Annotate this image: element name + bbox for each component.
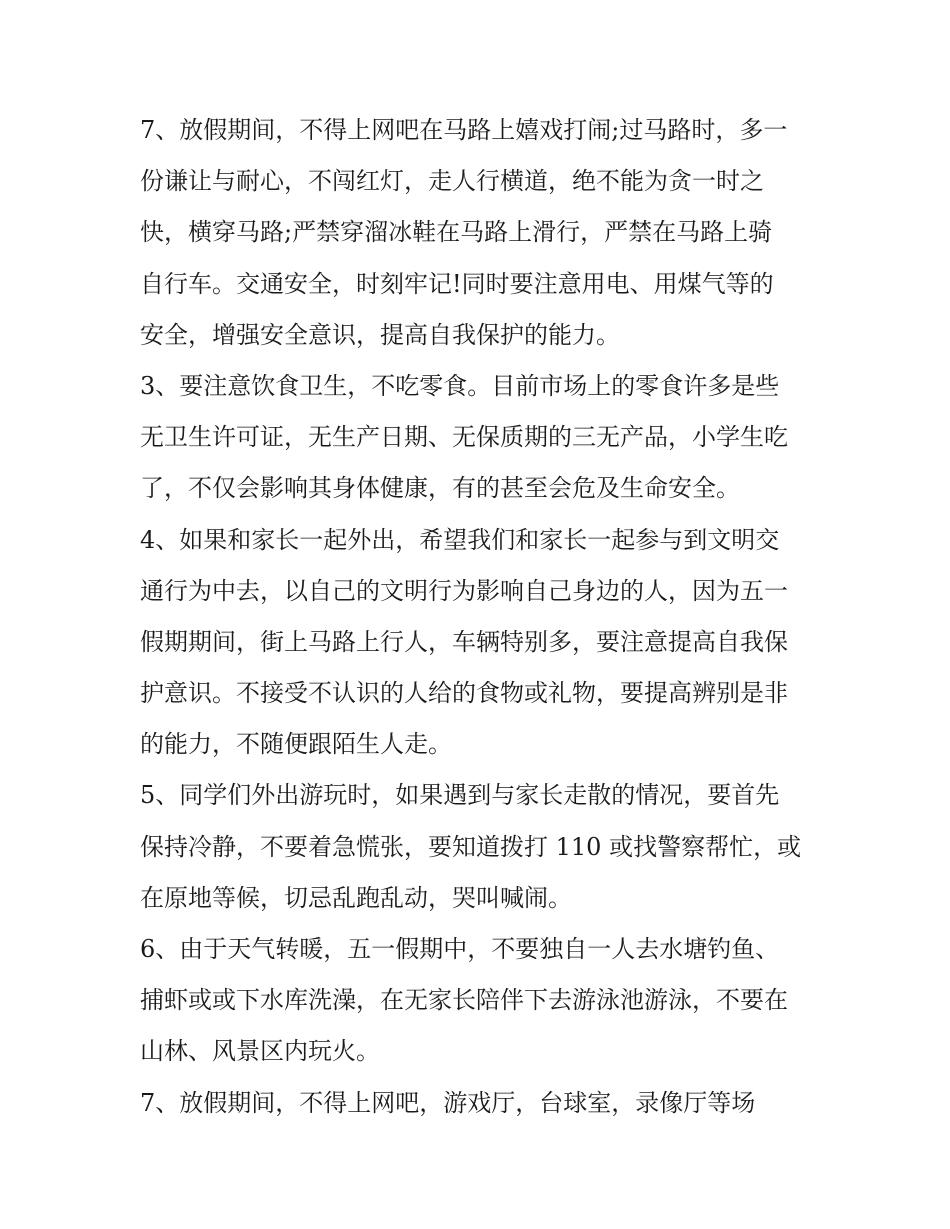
- text-line: 自行车。交通安全，时刻牢记!同时要注意用电、用煤气等的: [140, 269, 774, 298]
- document-body: [140, 105, 830, 1129]
- text-line: 了，不仅会影响其身体健康，有的甚至会危及生命安全。: [140, 474, 740, 503]
- text-line: 份谦让与耐心，不闯红灯，走人行横道，绝不能为贪一时之: [140, 167, 764, 196]
- text-line: 通行为中去，以自己的文明行为影响自己身边的人，因为五一: [140, 576, 788, 605]
- text-line: 山林、风景区内玩火。: [140, 1037, 380, 1066]
- text-line: 在原地等候，切忌乱跑乱动，哭叫喊闹。: [140, 883, 572, 912]
- text-line: 安全，增强安全意识，提高自我保护的能力。: [140, 320, 620, 349]
- text-line: 的能力，不随便跟陌生人走。: [140, 730, 452, 759]
- text-line: 3、要注意饮食卫生，不吃零食。目前市场上的零食许多是些: [140, 371, 780, 400]
- text-line: 快，横穿马路;严禁穿溜冰鞋在马路上滑行，严禁在马路上骑: [140, 218, 773, 247]
- text-line: 7、放假期间，不得上网吧，游戏厅，台球室，录像厅等场: [140, 1088, 756, 1117]
- text-line: 护意识。不接受不认识的人给的食物或礼物，要提高辨别是非: [140, 679, 788, 708]
- text-line: 无卫生许可证，无生产日期、无保质期的三无产品，小学生吃: [140, 423, 788, 452]
- text-line: 4、如果和家长一起外出，希望我们和家长一起参与到文明交: [140, 525, 780, 554]
- text-line: 6、由于天气转暖，五一假期中，不要独自一人去水塘钓鱼、: [140, 935, 780, 963]
- text-line: 保持冷静，不要着急慌张，要知道拨打 110 或找警察帮忙，或: [140, 832, 802, 861]
- text-line: 假期期间，街上马路上行人，车辆特别多，要注意提高自我保: [140, 627, 788, 656]
- text-line: 捕虾或或下水库洗澡，在无家长陪伴下去游泳池游泳，不要在: [140, 986, 788, 1015]
- text-line: 7、放假期间，不得上网吧在马路上嬉戏打闹;过马路时，多一: [140, 116, 788, 144]
- text-line: 5、同学们外出游玩时，如果遇到与家长走散的情况，要首先: [140, 781, 780, 810]
